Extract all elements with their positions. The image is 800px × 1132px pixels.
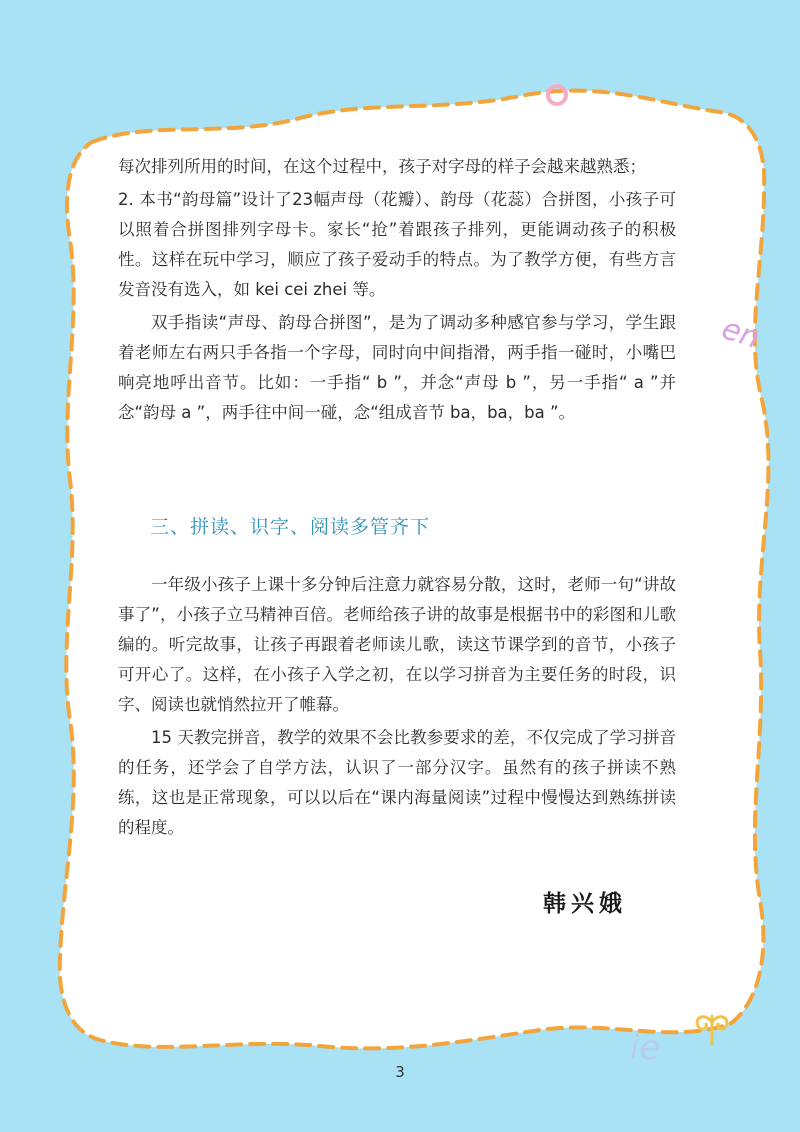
paragraph: 2. 本书“韵母篇”设计了23幅声母（花瓣）、韵母（花蕊）合拼图，小孩子可以照着合拼图排列字母卡。家长“抢”着跟孩子排列，更能调动孩子的积极性。这样在玩中学习，顺应了孩子爱动手的特点。为了教学方便，有些方言发音没有选入，如 kei cei zhei 等。	[118, 190, 676, 299]
paragraph: 15 天教完拼音，教学的效果不会比教参要求的差，不仅完成了学习拼音的任务，还学会了自学方法，认识了一部分汉字。虽然有的孩子拼读不熟练，这也是正常现象，可以以后在“课内海量阅读”过程中慢慢达到熟练拼读的程度。	[118, 728, 676, 837]
letters-ie-decoration: ie	[630, 1028, 661, 1068]
author-signature: 韩兴娥	[543, 890, 627, 917]
paragraph: 每次排列所用的时间，在这个过程中，孩子对字母的样子会越来越熟悉；	[118, 157, 646, 176]
section-heading: 三、拼读、识字、阅读多管齐下	[150, 516, 431, 538]
section-2-body	[118, 570, 676, 843]
letter-o-decoration	[544, 82, 570, 112]
page-number: 3	[395, 1063, 405, 1081]
swirl-icon	[690, 1004, 734, 1054]
letters-en-decoration: en	[717, 311, 764, 356]
paragraph: 一年级小孩子上课十多分钟后注意力就容易分散，这时，老师一句“讲故事了”，小孩子立马精神百倍。老师给孩子讲的故事是根据书中的彩图和儿歌编的。听完故事，让孩子再跟着老师读儿歌，读这节课学到的音节，小孩子可开心了。这样，在小孩子入学之初，在以学习拼音为主要任务的时段，识字、阅读也就悄然拉开了帷幕。	[118, 575, 676, 714]
paragraph: 双手指读“声母、韵母合拼图”，是为了调动多种感官参与学习，学生跟着老师左右两只手各指一个字母，同时向中间指滑，两手指一碰时，小嘴巴响亮地呼出音节。比如：一手指“ b ”，并念“声母 b ”，另一手指“ a ”并念“韵母 a ”，两手往中间一碰，念“组成音节 ba，ba，ba ”。	[118, 313, 676, 422]
section-1-body	[118, 152, 676, 428]
